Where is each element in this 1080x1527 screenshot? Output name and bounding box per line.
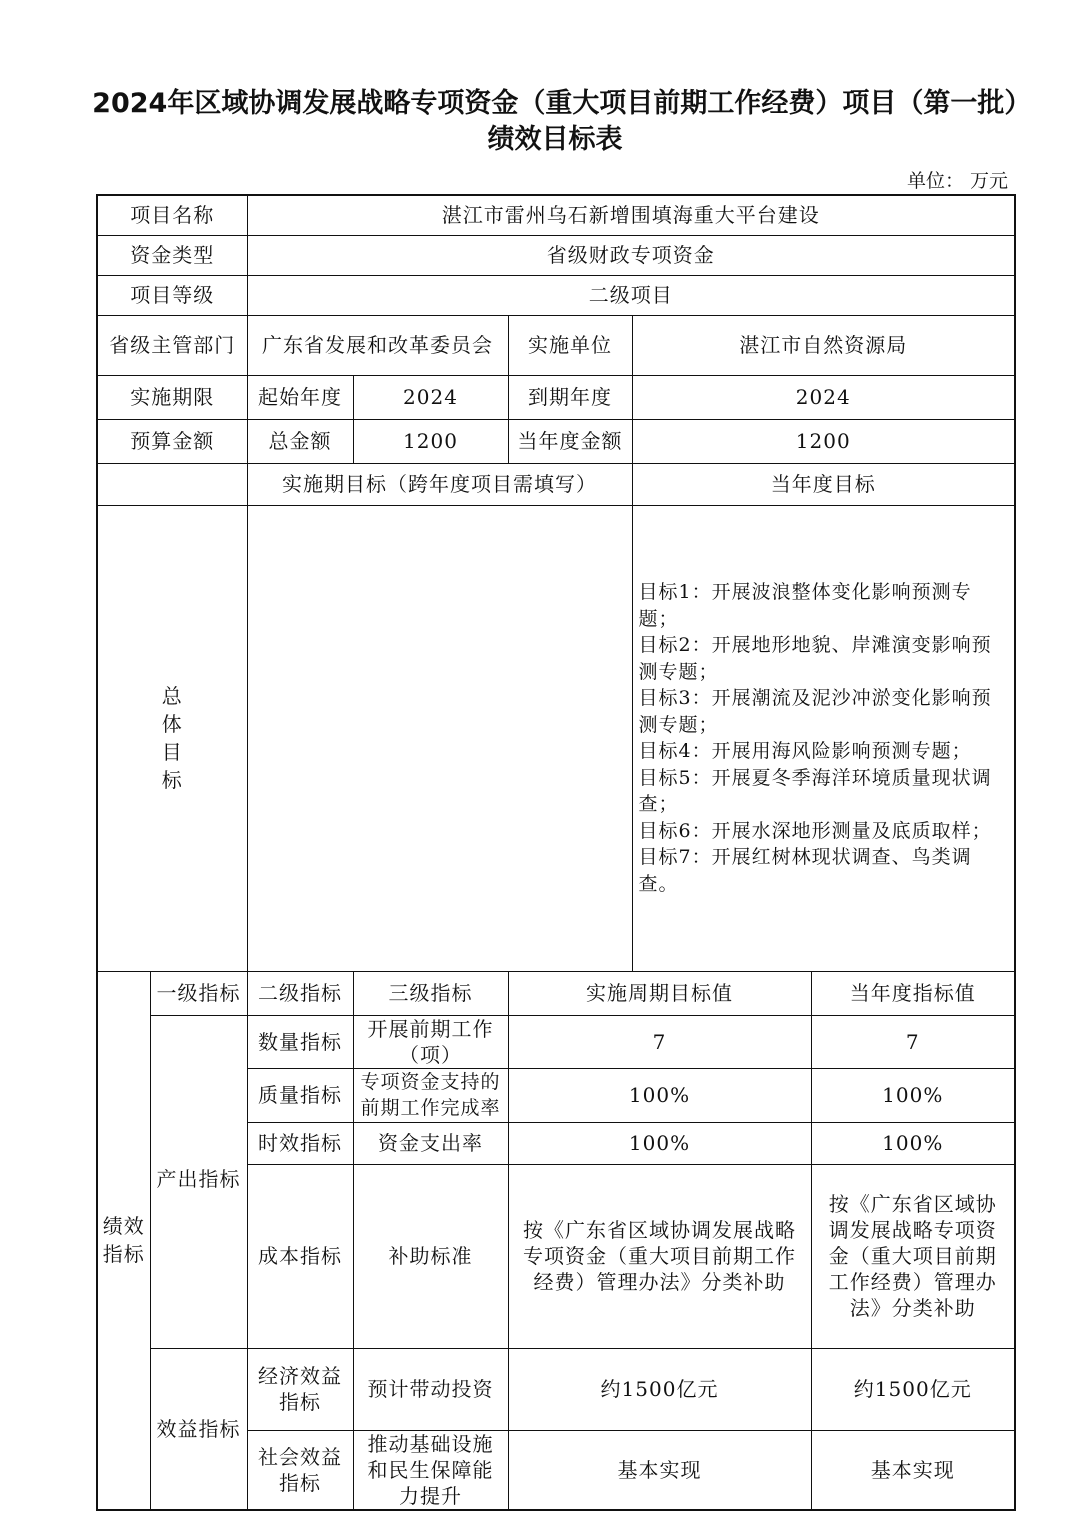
indicator-period-value: 100%: [508, 1122, 811, 1164]
indicator-period-value: 7: [508, 1015, 811, 1068]
perf-indicator-text: 绩效指标: [102, 1214, 145, 1266]
start-year-label: 起始年度: [247, 375, 353, 419]
indicator-l2: 经济效益指标: [247, 1348, 353, 1430]
fund-type: 省级财政专项资金: [247, 235, 1015, 275]
output-indicator-label: 产出指标: [150, 1015, 247, 1348]
indicator-annual-value: 按《广东省区域协调发展战略专项资金（重大项目前期工作经费）管理办法》分类补助: [811, 1164, 1015, 1348]
period-goal-cell: [247, 505, 632, 971]
indicator-period-value: 基本实现: [508, 1430, 811, 1510]
indicator-annual-value: 7: [811, 1015, 1015, 1068]
project-level: 二级项目: [247, 275, 1015, 315]
current-label: 当年度金额: [508, 419, 632, 463]
indicator-annual-value: 约1500亿元: [811, 1348, 1015, 1430]
start-year: 2024: [353, 375, 508, 419]
header-annual-value: 当年度指标值: [811, 971, 1015, 1015]
indicator-period-value: 100%: [508, 1068, 811, 1122]
indicator-period-value: 约1500亿元: [508, 1348, 811, 1430]
indicator-l2: 社会效益指标: [247, 1430, 353, 1510]
indicator-l3: 补助标准: [353, 1164, 508, 1348]
indicator-annual-value: 基本实现: [811, 1430, 1015, 1510]
perf-indicator-label: [97, 971, 150, 1510]
project-name-label: 项目名称: [97, 195, 247, 235]
performance-table: [96, 194, 1016, 1511]
header-l3: 三级指标: [353, 971, 508, 1015]
indicator-l3: 专项资金支持的前期工作完成率: [353, 1068, 508, 1122]
overall-goal-label: [97, 505, 247, 971]
total-label: 总金额: [247, 419, 353, 463]
dept: 广东省发展和改革委员会: [247, 315, 508, 375]
indicator-l3: 资金支出率: [353, 1122, 508, 1164]
indicator-l3: 推动基础设施和民生保障能力提升: [353, 1430, 508, 1510]
indicator-annual-value: 100%: [811, 1122, 1015, 1164]
header-l1: 一级指标: [150, 971, 247, 1015]
annual-goal-item: 目标7：开展红树林现状调查、鸟类调查。: [638, 846, 972, 895]
page-title: 2024年区域协调发展战略专项资金（重大项目前期工作经费）项目（第一批）绩效目标表: [92, 88, 1018, 155]
budget-label: 预算金额: [97, 419, 247, 463]
annual-goal-item: 目标1：开展波浪整体变化影响预测专题；: [638, 581, 972, 630]
annual-goal-list: [632, 505, 1015, 971]
annual-goal-item: 目标2：开展地形地貌、岸滩演变影响预测专题；: [638, 634, 992, 683]
annual-goal-item: 目标5：开展夏冬季海洋环境质量现状调查；: [638, 766, 992, 815]
impl-unit: 湛江市自然资源局: [632, 315, 1015, 375]
indicator-l3: 预计带动投资: [353, 1348, 508, 1430]
current-amount: 1200: [632, 419, 1015, 463]
indicator-annual-value: 100%: [811, 1068, 1015, 1122]
annual-goal-item: 目标4：开展用海风险影响预测专题；: [638, 740, 972, 762]
project-name: 湛江市雷州乌石新增围填海重大平台建设: [247, 195, 1015, 235]
indicator-l2: 数量指标: [247, 1015, 353, 1068]
period-label: 实施期限: [97, 375, 247, 419]
indicator-l2: 成本指标: [247, 1164, 353, 1348]
dept-label: 省级主管部门: [97, 315, 247, 375]
annual-goal-item: 目标6：开展水深地形测量及底质取样；: [638, 819, 992, 842]
indicator-l2: 质量指标: [247, 1068, 353, 1122]
indicator-l2: 时效指标: [247, 1122, 353, 1164]
indicator-l3: 开展前期工作（项）: [353, 1015, 508, 1068]
annual-goal-item: 目标3：开展潮流及泥沙冲淤变化影响预测专题；: [638, 687, 992, 736]
goal-header-blank: [97, 463, 247, 505]
indicator-period-value: 按《广东省区域协调发展战略专项资金（重大项目前期工作经费）管理办法》分类补助: [508, 1164, 811, 1348]
header-period-value: 实施周期目标值: [508, 971, 811, 1015]
unit-label: 单位： 万元: [906, 170, 1008, 192]
project-level-label: 项目等级: [97, 275, 247, 315]
end-year-label: 到期年度: [508, 375, 632, 419]
header-l2: 二级指标: [247, 971, 353, 1015]
annual-goal-header: 当年度目标: [632, 463, 1015, 505]
impl-unit-label: 实施单位: [508, 315, 632, 375]
overall-goal-text: 总体目标: [161, 684, 183, 792]
total-amount: 1200: [353, 419, 508, 463]
benefit-indicator-label: 效益指标: [150, 1348, 247, 1510]
fund-type-label: 资金类型: [97, 235, 247, 275]
end-year: 2024: [632, 375, 1015, 419]
period-goal-header: 实施期目标（跨年度项目需填写）: [247, 463, 632, 505]
